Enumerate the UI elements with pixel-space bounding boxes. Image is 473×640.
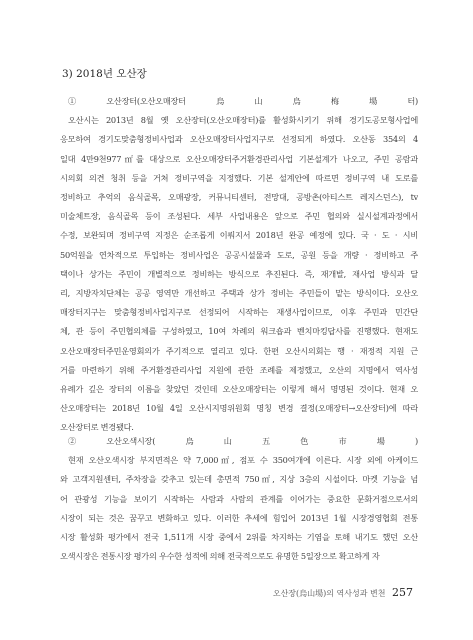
- paragraph-osaek-market: [60, 432, 418, 566]
- subsection-heading: ②오산오색시장(烏山五色市場): [68, 436, 418, 446]
- text-line: 택이나 상가는 주민이 개별적으로 정비하는 방식으로 추진된다. 즉, 재개발, 재사업 방식과 달: [60, 268, 418, 279]
- text-line: 어 관광성 기능을 보이기 시작하는 사람과 사람의 관계를 이어가는 중요한 문화거점으로서의: [60, 493, 418, 504]
- page-footer: [273, 586, 413, 599]
- text-line: 응모하여 경기도맞춤형정비사업과 오산오매장터사업지구로 선정되게 하였다. 오산동 354의 4: [60, 134, 418, 145]
- text-line: 미술체트장, 음식골목 등이 조성된다. 세부 사업내용은 앞으로 주민 협의와 실시설계과정에서: [60, 211, 418, 222]
- text-line: 오산오매장터주민운영회의가 주기적으로 열리고 있다. 한편 오산시의회는 행 · 재정적 지원 근: [60, 345, 418, 356]
- text-line: 수정, 보완되며 정비구역 지정은 순조롭게 이뤄지서 2018년 완공 예정에 있다. 국 · 도 · 시비: [60, 230, 418, 241]
- text-line: 오산장터로 변경됐다.: [60, 422, 134, 433]
- text-line: 매장터지구는 맞춤형정비사업지구로 선정되어 시작하는 재생사업이므로, 이후 주민과 민간단: [60, 307, 418, 318]
- paragraph-oma-market: [60, 92, 418, 438]
- page-number: 257: [392, 586, 413, 599]
- text-line: 시장이 되는 것은 꿈꾸고 변화하고 있다. 이러한 추세에 힘입어 2013년 1월 시장경영협회 전통: [60, 512, 418, 523]
- text-line: 시의회 의견 청취 등을 거쳐 정비구역을 지정했다. 기본 설계안에 따르면 정비구역 내 도로를: [60, 172, 418, 183]
- running-title: 오산장(烏山場)의 역사성과 변천: [272, 589, 386, 598]
- text-line: 일대 4만9천977㎡를 대상으로 오산오매장터주거환경관리사업 기본설계가 나오고, 주민 공람과: [60, 153, 418, 164]
- text-line: 정비하고 추억의 음식골목, 오매광장, 커뮤니티센터, 전망대, 공방촌(아티스트 레지스던스), tv: [60, 192, 418, 203]
- text-line: 산오매장터는 2018년 10월 4일 오산시지명위원회 명칭 변경 결정(오매장터→오산장터)에 따라: [60, 403, 418, 414]
- text-line: 50억원을 연차적으로 투입하는 정비사업은 공공시설물과 도로, 공원 등을 개량 · 정비하고 주: [60, 249, 418, 260]
- text-line: 오색시장은 전통시장 평가의 우수한 성적에 의해 전국적으로도 유명한 5일장으로 확고하게 자: [60, 551, 380, 562]
- subsection-heading: ①오산장터(오산오매장터烏山烏梅場터): [68, 96, 418, 106]
- section-title: 3) 2018년 오산장: [62, 68, 147, 80]
- text-line: 유례가 깊은 장터의 이름을 찾았던 것인데 오산오매장터는 이렇게 해서 명명된 것이다. 현재 오: [60, 384, 418, 395]
- text-line: 시장 활성화 평가에서 전국 1,511개 시장 중에서 2위를 차지하는 기염을 토해 내기도 했던 오산: [60, 532, 418, 543]
- text-line: 거를 마련하기 위해 주거환경관리사업 지원에 관한 조례를 제정했고, 오산의 지명에서 역사성: [60, 364, 418, 375]
- text-line: 와 고객지원센터, 주차장을 갖추고 있는데 총면적 750㎡, 지상 3층의 시설이다. 마켓 기능을 넘: [60, 474, 418, 485]
- text-line: 리, 지방자치단체는 공공 영역만 개선하고 주택과 상가 정비는 주민들이 맡는 방식이다. 오산오: [60, 288, 418, 299]
- text-line: 현재 오산오색시장 부지면적은 약 7,000㎡, 점포 수 350여개에 이른다. 시장 외에 아케이드: [68, 455, 418, 466]
- text-line: 체, 관 등이 주민협의체를 구성하였고, 10여 차례의 워크숍과 벤치마킹답사를 진행했다. 현재도: [60, 326, 418, 337]
- text-line: 오산시는 2013년 8월 옛 오산장터(오산오매장터)를 활성화시키기 위해 경기도공모형사업에: [68, 115, 418, 126]
